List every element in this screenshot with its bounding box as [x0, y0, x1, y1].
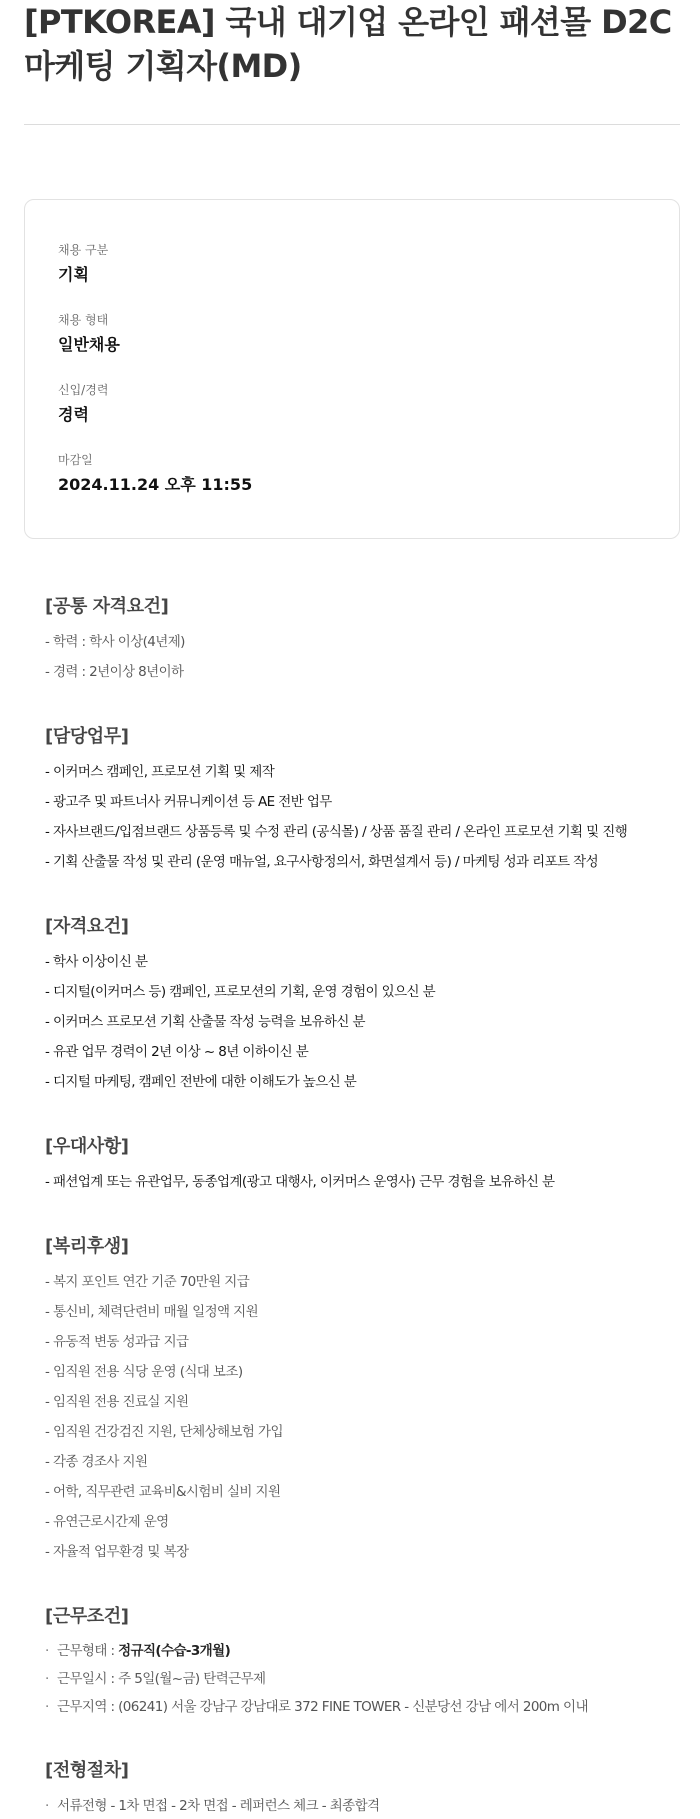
- list-item: [45, 1665, 665, 1693]
- list-item: - 자사브랜드/입점브랜드 상품등록 및 수정 관리 (공식몰) / 상품 품질 관리 / 온라인 프로모션 기획 및 진행: [45, 824, 628, 840]
- list-item: - 유연근로시간제 운영: [45, 1514, 169, 1530]
- info-value: 2024.11.24 오후 11:55: [58, 475, 253, 494]
- list-item: - 각종 경조사 지원: [45, 1454, 148, 1470]
- condition-label: 근무지역 :: [57, 1699, 115, 1715]
- list-item: - 유동적 변동 성과급 지급: [45, 1334, 189, 1350]
- section-heading: [복리후생]: [45, 1236, 129, 1257]
- section-heading: [공통 자격요건]: [45, 596, 169, 617]
- condition-value: 주 5일(월~금) 탄력근무제: [118, 1671, 266, 1687]
- info-label: 마감일: [58, 453, 93, 467]
- list-item: - 통신비, 체력단련비 매월 일정액 지원: [45, 1304, 259, 1320]
- info-employment-type: [58, 312, 120, 356]
- list-item: - 학력 : 학사 이상(4년제): [45, 634, 185, 650]
- info-deadline: [58, 452, 252, 496]
- job-info-card: [24, 199, 680, 539]
- info-career-level: [58, 382, 108, 426]
- section-heading: [담당업무]: [45, 726, 129, 747]
- list-item: [45, 1693, 665, 1721]
- list-item: - 학사 이상이신 분: [45, 954, 148, 970]
- page-title: [PTKOREA] 국내 대기업 온라인 패션몰 D2C 마케팅 기획자(MD): [24, 3, 672, 85]
- section-heading: [근무조건]: [45, 1606, 129, 1627]
- list-item: - 임직원 전용 진료실 지원: [45, 1394, 189, 1410]
- list-item: - 이커머스 프로모션 기획 산출물 작성 능력을 보유하신 분: [45, 1014, 365, 1030]
- title-divider: [24, 124, 680, 125]
- process-steps: 서류전형 - 1차 면접 - 2차 면접 - 레퍼런스 체크 - 최종합격: [57, 1798, 380, 1814]
- list-item: - 이커머스 캠페인, 프로모션 기획 및 제작: [45, 764, 275, 780]
- section-qualifications: [45, 915, 665, 1097]
- section-benefits: [45, 1235, 665, 1567]
- list-item: [45, 1791, 665, 1819]
- list-item: - 임직원 전용 식당 운영 (식대 보조): [45, 1364, 243, 1380]
- info-value: 경력: [58, 405, 89, 424]
- condition-label: 근무일시 :: [57, 1671, 115, 1687]
- section-common-requirements: [45, 595, 665, 687]
- condition-value: 정규직(수습-3개월): [118, 1643, 231, 1659]
- section-work-conditions: [45, 1605, 665, 1721]
- list-item: - 패션업계 또는 유관업무, 동종업계(광고 대행사, 이커머스 운영사) 근무 경험을 보유하신 분: [45, 1174, 555, 1190]
- section-heading: [우대사항]: [45, 1136, 129, 1157]
- condition-label: 근무형태 :: [57, 1643, 115, 1659]
- section-heading: [자격요건]: [45, 916, 129, 937]
- info-label: 채용 형태: [58, 313, 109, 327]
- list-item: - 경력 : 2년이상 8년이하: [45, 664, 184, 680]
- list-item: - 광고주 및 파트너사 커뮤니케이션 등 AE 전반 업무: [45, 794, 332, 810]
- info-label: 신입/경력: [58, 383, 109, 397]
- info-recruit-category: [58, 242, 108, 286]
- list-item: - 복지 포인트 연간 기준 70만원 지급: [45, 1274, 250, 1290]
- info-value: 기획: [58, 265, 89, 284]
- list-item: [45, 1637, 665, 1665]
- info-value: 일반채용: [58, 335, 120, 354]
- bullet-dot-icon: ·: [45, 1643, 49, 1659]
- list-item: - 디지털(이커머스 등) 캠페인, 프로모션의 기획, 운영 경험이 있으신 분: [45, 984, 436, 1000]
- list-item: - 디지털 마케팅, 캠페인 전반에 대한 이해도가 높으신 분: [45, 1074, 357, 1090]
- section-duties: [45, 725, 665, 877]
- condition-value: (06241) 서울 강남구 강남대로 372 FINE TOWER - 신분당선 강남 에서 200m 이내: [118, 1699, 588, 1715]
- list-item: - 임직원 건강검진 지원, 단체상해보험 가입: [45, 1424, 283, 1440]
- section-hiring-process: [45, 1759, 665, 1819]
- bullet-dot-icon: ·: [45, 1699, 49, 1715]
- bullet-dot-icon: ·: [45, 1798, 49, 1814]
- list-item: - 유관 업무 경력이 2년 이상 ~ 8년 이하이신 분: [45, 1044, 309, 1060]
- list-item: - 기획 산출물 작성 및 관리 (운영 매뉴얼, 요구사항정의서, 화면설계서 등) / 마케팅 성과 리포트 작성: [45, 854, 599, 870]
- list-item: - 어학, 직무관련 교육비&시험비 실비 지원: [45, 1484, 281, 1500]
- job-description: [45, 595, 665, 1819]
- section-heading: [전형절차]: [45, 1760, 129, 1781]
- section-preferred: [45, 1135, 665, 1197]
- list-item: - 자율적 업무환경 및 복장: [45, 1544, 189, 1560]
- info-label: 채용 구분: [58, 243, 109, 257]
- bullet-dot-icon: ·: [45, 1671, 49, 1687]
